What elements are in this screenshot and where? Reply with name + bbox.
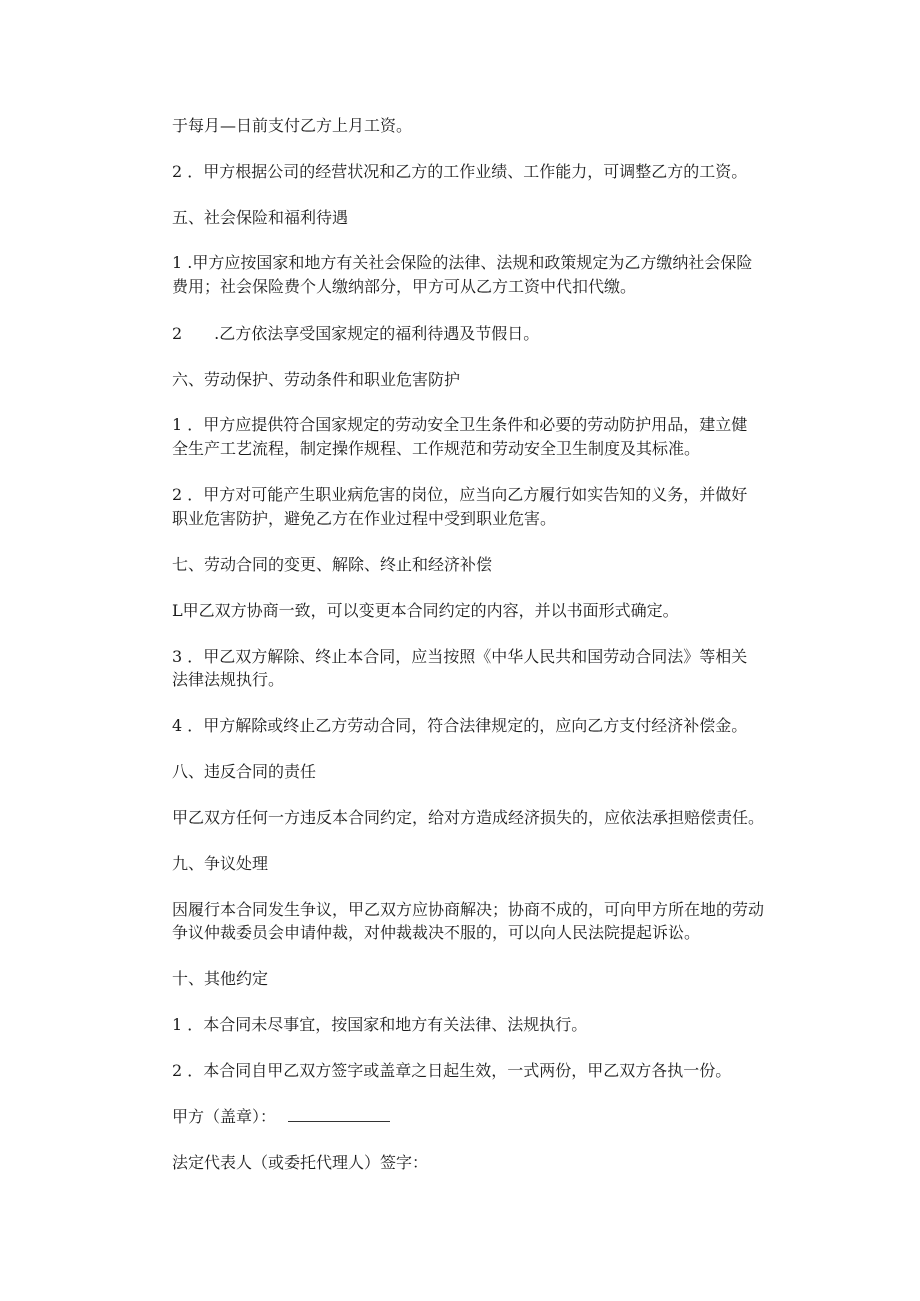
wage-adjust-clause: 2 ．甲方根据公司的经营状况和乙方的工作业绩、工作能力，可调整乙方的工资。 <box>172 162 748 181</box>
protection-clause1-line1: 1 ．甲方应提供符合国家规定的劳动安全卫生条件和必要的劳动防护用品，建立健 <box>172 415 748 434</box>
welfare-clause: 2 .乙方依法享受国家规定的福利待遇及节假日。 <box>172 324 540 343</box>
change-clause3-line2: 法律法规执行。 <box>172 670 285 689</box>
section-heading-dispute: 九、争议处理 <box>172 854 269 873</box>
change-clause4: 4 ．甲方解除或终止乙方劳动合同，符合法律规定的，应向乙方支付经济补偿金。 <box>172 716 748 735</box>
dispute-clause-line1: 因履行本合同发生争议，甲乙双方应协商解决；协商不成的，可向甲方所在地的劳动 <box>172 900 765 919</box>
insurance-clause-line1: 1 .甲方应按国家和地方有关社会保险的法律、法规和政策规定为乙方缴纳社会保险 <box>172 253 753 272</box>
other-clause1: 1 ．本合同未尽事宜，按国家和地方有关法律、法规执行。 <box>172 1015 588 1034</box>
legal-representative-signature-label: 法定代表人（或委托代理人）签字： <box>172 1153 429 1172</box>
insurance-clause-line2: 费用；社会保险费个人缴纳部分，甲方可从乙方工资中代扣代缴。 <box>172 277 637 296</box>
wage-payment-text: 于每月—日前支付乙方上月工资。 <box>172 116 413 135</box>
party-a-seal-row <box>172 1105 390 1128</box>
breach-clause: 甲乙双方任何一方违反本合同约定，给对方造成经济损失的，应依法承担赔偿责任。 <box>172 808 765 827</box>
change-clause1: L甲乙双方协商一致，可以变更本合同约定的内容，并以书面形式确定。 <box>172 601 679 620</box>
section-heading-breach: 八、违反合同的责任 <box>172 762 317 781</box>
section-heading-labor-protection: 六、劳动保护、劳动条件和职业危害防护 <box>172 370 461 389</box>
party-a-seal-label: 甲方（盖章）： <box>172 1107 277 1126</box>
protection-clause2-line2: 职业危害防护，避免乙方在作业过程中受到职业危害。 <box>172 509 557 528</box>
section-heading-contract-change: 七、劳动合同的变更、解除、终止和经济补偿 <box>172 555 493 574</box>
section-heading-social-insurance: 五、社会保险和福利待遇 <box>172 208 349 227</box>
other-clause2: 2 ．本合同自甲乙双方签字或盖章之日起生效，一式两份，甲乙双方各执一份。 <box>172 1061 732 1080</box>
section-heading-other: 十、其他约定 <box>172 969 269 988</box>
dispute-clause-line2: 争议仲裁委员会申请仲裁，对仲裁裁决不服的，可以向人民法院提起诉讼。 <box>172 923 701 942</box>
protection-clause2-line1: 2 ．甲方对可能产生职业病危害的岗位，应当向乙方履行如实告知的义务，并做好 <box>172 485 748 504</box>
protection-clause1-line2: 全生产工艺流程，制定操作规程、工作规范和劳动安全卫生制度及其标准。 <box>172 439 701 458</box>
change-clause3-line1: 3 ．甲乙双方解除、终止本合同，应当按照《中华人民共和国劳动合同法》等相关 <box>172 647 748 666</box>
party-a-seal-blank <box>288 1105 390 1122</box>
